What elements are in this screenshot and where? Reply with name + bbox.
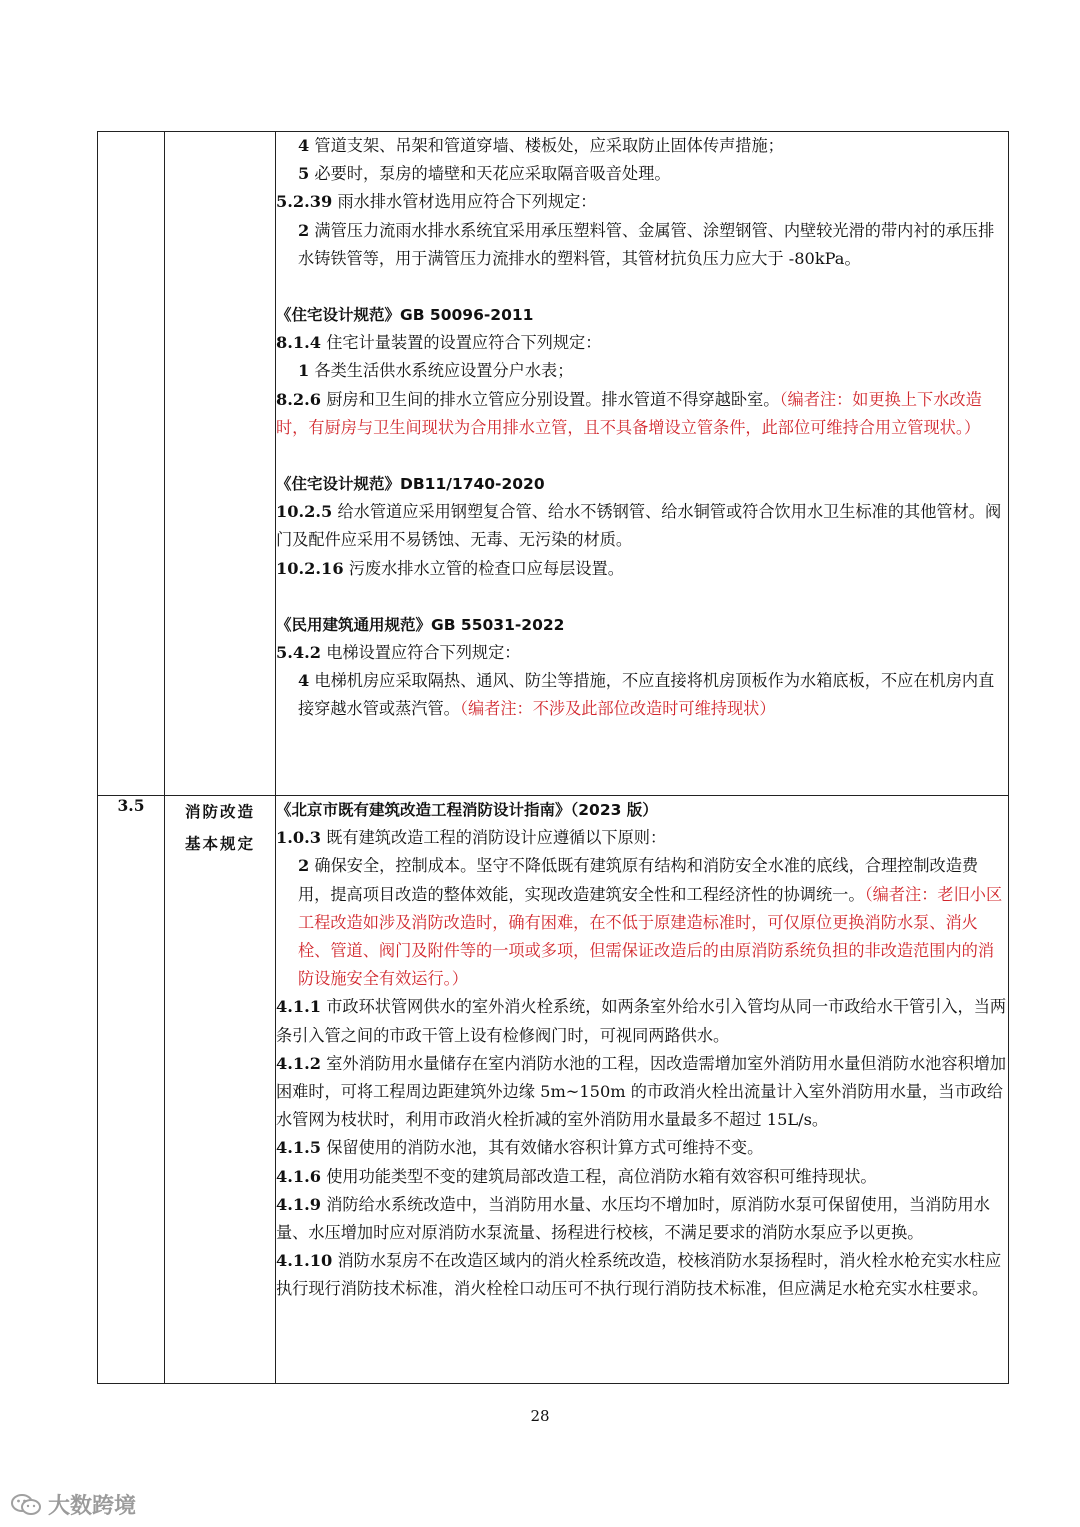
clause-number: 1.0.3 [276, 828, 322, 848]
clause-number: 8.2.6 [276, 389, 322, 409]
clause-text: 电梯设置应符合下列规定： [321, 643, 521, 663]
editor-note: （编者注：如更换上下水改造时，有厨房与卫生间现状为合用排水立管，且不具备增设立管条件，此部位可维持合用立管现状。） [276, 389, 982, 437]
clause-text: 各类生活供水系统应设置分户水表； [309, 361, 574, 381]
clause-number: 4.1.10 [276, 1251, 333, 1271]
standard-title: 《住宅设计规范》DB11/1740-2020 [276, 475, 545, 494]
clause-number: 4.1.2 [276, 1053, 322, 1073]
clause-text: 雨水排水管材选用应符合下列规定： [332, 192, 597, 212]
clause-paragraph [276, 639, 1008, 667]
clause-text: 确保安全，控制成本。坚守不降低既有建筑原有结构和消防安全水准的底线，合理控制改造费用，提高项目改造的整体效能，实现改造建筑安全性和工程经济性的协调统一。 [298, 856, 979, 904]
clause-paragraph [276, 1191, 1008, 1247]
page-number: 28 [530, 1407, 550, 1425]
row-content [276, 796, 1009, 1384]
clause-paragraph [276, 1247, 1008, 1303]
clause-number: 4.1.6 [276, 1166, 322, 1186]
row-category: 消防改造基本规定 [184, 802, 255, 853]
paragraph-spacer [276, 583, 1008, 611]
standard-title: 《住宅设计规范》GB 50096-2011 [276, 306, 534, 325]
row-number-cell [98, 796, 165, 1384]
row-number-cell [98, 132, 165, 796]
clause-number: 10.2.16 [276, 558, 344, 578]
clause-number: 5.2.39 [276, 192, 333, 212]
clause-paragraph [276, 993, 1008, 1049]
clause-text: 室外消防用水量储存在室内消防水池的工程，因改造需增加室外消防用水量但消防水池容积增加困难时，可将工程周边距建筑外边缘 5m~150m 的市政消火栓出流量计入室外消防用水量，当市政给水管网为枝状时，利用市政消火栓折减的室外消防用水量最多不超过 15L/s。 [276, 1053, 1007, 1130]
clause-paragraph [276, 1163, 1008, 1191]
row-category-cell [165, 132, 276, 796]
clause-paragraph [276, 667, 1008, 723]
clause-text: 厨房和卫生间的排水立管应分别设置。排水管道不得穿越卧室。 [321, 389, 780, 409]
clause-paragraph [276, 357, 1008, 385]
clause-paragraph [276, 824, 1008, 852]
clause-number: 4 [298, 136, 310, 155]
clause-paragraph [276, 1134, 1008, 1162]
clause-text: 消防给水系统改造中，当消防用水量、水压均不增加时，原消防水泵可保留使用，当消防用水量、水压增加时应对原消防水泵流量、扬程进行校核，不满足要求的消防水泵应予以更换。 [276, 1194, 990, 1243]
editor-note: （编者注：老旧小区工程改造如涉及消防改造时，确有困难，在不低于原建造标准时，可仅原位更换消防水泵、消火栓、管道、阀门及附件等的一项或多项，但需保证改造后的由原消防系统负担的非改造范围内的消防设施安全有效运行。） [298, 884, 1003, 989]
clause-text: 市政环状管网供水的室外消火栓系统，如两条室外给水引入管均从同一市政给水干管引入，当两条引入管之间的市政干管上设有检修阀门时，可视同两路供水。 [276, 997, 1007, 1045]
table-row [98, 132, 1009, 796]
clause-text: 必要时，泵房的墙壁和天花应采取隔音吸音处理。 [309, 164, 671, 184]
clause-paragraph [276, 498, 1008, 554]
clause-text: 消防水泵房不在改造区域内的消火栓系统改造，校核消防水泵扬程时，消火栓水枪充实水柱应执行现行消防技术标准，消火栓栓口动压可不执行现行消防技术标准，但应满足水枪充实水柱要求。 [276, 1251, 1002, 1299]
clause-text: 污废水排水立管的检查口应每层设置。 [343, 558, 624, 578]
regulation-table [97, 131, 1009, 1384]
table-row [98, 796, 1009, 1384]
clause-number: 10.2.5 [276, 502, 333, 522]
clause-text: 满管压力流雨水排水系统宜采用承压塑料管、金属管、涂塑钢管、内壁较光滑的带内衬的承压排水铸铁管等，用于满管压力流排水的塑料管，其管材抗负压力应大于 -80kPa。 [298, 220, 995, 268]
clause-text: 管道支架、吊架和管道穿墙、楼板处，应采取防止固体传声措施； [309, 136, 784, 155]
watermark-text: 大数跨境 [48, 1494, 137, 1519]
watermark [10, 1489, 136, 1520]
clause-number: 1 [298, 361, 310, 381]
clause-number: 4 [298, 671, 310, 691]
wechat-logo-icon [10, 1492, 42, 1518]
clause-paragraph [276, 188, 1008, 216]
clause-number: 4.1.9 [276, 1194, 322, 1214]
standard-title: 《北京市既有建筑改造工程消防设计指南》（2023 版） [276, 801, 658, 819]
row-number: 3.5 [117, 796, 145, 815]
clause-text: 电梯机房应采取隔热、通风、防尘等措施，不应直接将机房顶板作为水箱底板，不应在机房内直接穿越水管或蒸汽管。 [298, 671, 995, 719]
editor-note: （编者注：不涉及此部位改造时可维持现状） [459, 699, 776, 719]
clause-paragraph [276, 132, 1008, 160]
clause-paragraph [276, 1050, 1008, 1135]
paragraph-spacer [276, 273, 1008, 301]
row-content [276, 132, 1009, 796]
clause-text: 给水管道应采用钢塑复合管、给水不锈钢管、给水铜管或符合饮用水卫生标准的其他管材。阀门及配件应采用不易锈蚀、无毒、无污染的材质。 [276, 502, 1002, 550]
clause-number: 2 [298, 856, 310, 876]
paragraph-spacer [276, 442, 1008, 470]
clause-number: 4.1.1 [276, 997, 322, 1017]
clause-number: 4.1.5 [276, 1138, 322, 1158]
clause-text: 使用功能类型不变的建筑局部改造工程，高位消防水箱有效容积可维持现状。 [321, 1166, 877, 1186]
clause-text: 既有建筑改造工程的消防设计应遵循以下原则： [321, 828, 667, 848]
clause-number: 2 [298, 220, 310, 240]
clause-text: 保留使用的消防水池，其有效储水容积计算方式可维持不变。 [321, 1138, 764, 1158]
clause-paragraph [276, 555, 1008, 583]
clause-paragraph [276, 386, 1008, 442]
clause-number: 8.1.4 [276, 333, 322, 353]
row-category-cell [165, 796, 276, 1384]
clause-paragraph [276, 160, 1008, 188]
clause-text: 住宅计量装置的设置应符合下列规定： [321, 333, 602, 353]
clause-paragraph [276, 329, 1008, 357]
clause-paragraph [276, 852, 1008, 993]
clause-number: 5.4.2 [276, 643, 322, 663]
clause-paragraph [276, 217, 1008, 273]
standard-title: 《民用建筑通用规范》GB 55031-2022 [276, 615, 565, 634]
clause-number: 5 [298, 164, 310, 184]
